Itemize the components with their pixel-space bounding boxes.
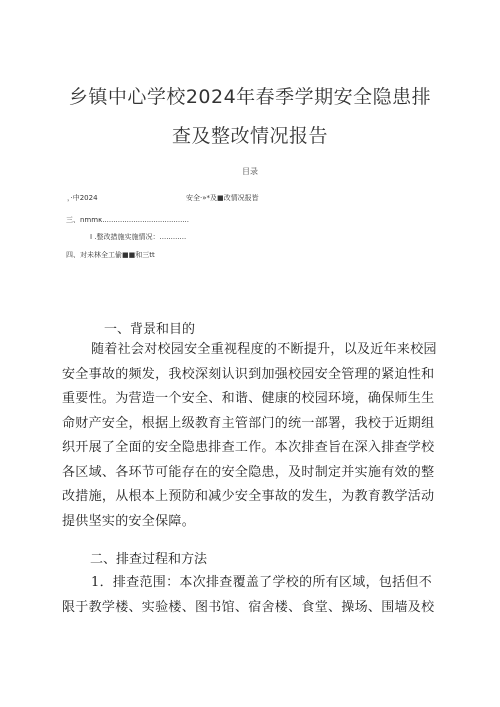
toc-heading: 目录 <box>242 167 258 176</box>
section-2-paragraph: 1．排查范围：本次排查覆盖了学校的所有区域，包括但不限于教学楼、实验楼、图书馆、宿舍楼、食堂、操场、围墙及校 <box>62 575 435 615</box>
section-1-heading: 一、背景和目的 <box>104 322 196 337</box>
toc-item-1-right: 安全·»*及■改情况报皆 <box>186 194 259 202</box>
section-2-heading: 二、排查过程和方法 <box>90 552 208 567</box>
document-title-line-1: 乡镇中心学校2024年春季学期安全隐患排 <box>68 86 432 108</box>
toc-item-1-left: ，·中2024 <box>67 194 98 202</box>
toc-item-3: Ⅰ .整改措施实施情况：............ <box>90 233 187 241</box>
section-1-paragraph: 随着社会对校园安全重视程度的不断提升，以及近年来校园安全事故的频发，我校深刻认识到加强校园安全管理的紧迫性和重要性。为营造一个安全、和谐、健康的校园环境，确保师生生命财产安全，根据上级教育主管部门的统一部署，我校于近期组织开展了全面的安全隐患排查工作。本次排查旨在深入排查学校各区域、各环节可能存在的安全隐患，及时制定并实施有效的整改措施，从根本上预防和减少安全事故的发生，为教育教学活动提供坚实的安全保障。 <box>62 342 437 529</box>
toc-item-2: 三、nmmκ....................................... <box>66 216 189 224</box>
toc-item-4: 四、对未林全工偷■■和三tt <box>66 251 155 259</box>
document-title-line-2: 查及整改情况报告 <box>171 125 328 147</box>
